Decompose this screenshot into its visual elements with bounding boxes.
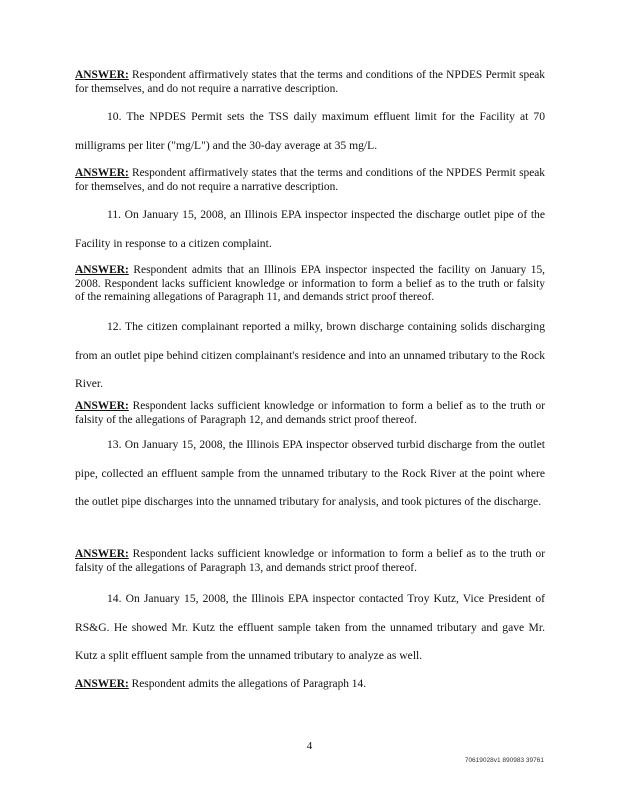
answer-label: ANSWER: (75, 264, 129, 276)
document-id: 70619028v1 890983 39761 (464, 757, 544, 764)
paragraph-text: 11. On January 15, 2008, an Illinois EPA inspector inspected the discharge outlet pipe of the Facility in response to a citizen complaint. (75, 208, 545, 250)
answer-text: Respondent lacks sufficient knowledge or information to form a belief as to the truth or falsity of the allegations of Paragraph 13, and demands strict proof thereof. (75, 548, 545, 574)
answer-text: Respondent admits that an Illinois EPA inspector inspected the facility on January 15, 2008. Respondent lacks sufficient knowledge or information to form a belief as to the truth or falsity of the remaining allegations of Paragraph 11, and demands strict proof thereof. (75, 264, 545, 303)
answer-4 (75, 400, 545, 427)
answer-text: Respondent affirmatively states that the terms and conditions of the NPDES Permit speak for themselves, and do not require a narrative description. (75, 69, 545, 95)
paragraph-text: 10. The NPDES Permit sets the TSS daily maximum effluent limit for the Facility at 70 milligrams per liter ("mg/L") and the 30-day average at 35 mg/L. (75, 110, 545, 152)
answer-label: ANSWER: (75, 548, 129, 560)
answer-3 (75, 264, 545, 305)
answer-5 (75, 548, 545, 575)
paragraph-text: 14. On January 15, 2008, the Illinois EPA inspector contacted Troy Kutz, Vice President of RS&G. He showed Mr. Kutz the effluent sample taken from the unnamed tributary and gave Mr. Kutz a split effluent sample from the unnamed tributary to analyze as well. (75, 592, 545, 662)
paragraph-11 (75, 201, 545, 258)
answer-1 (75, 69, 545, 96)
paragraph-text: 12. The citizen complainant reported a milky, brown discharge containing solids discharging from an outlet pipe behind citizen complainant's residence and into an unnamed tributary to the Rock River. (75, 320, 545, 390)
answer-6 (75, 678, 545, 692)
paragraph-text: 13. On January 15, 2008, the Illinois EPA inspector observed turbid discharge from the outlet pipe, collected an effluent sample from the unnamed tributary to the Rock River at the point where the outlet pipe discharges into the unnamed tributary for analysis, and took pictures of the discharge. (75, 438, 545, 508)
answer-label: ANSWER: (75, 167, 129, 179)
answer-label: ANSWER: (75, 69, 129, 81)
answer-label: ANSWER: (75, 400, 129, 412)
page-number: 4 (306, 740, 313, 752)
answer-text: Respondent affirmatively states that the terms and conditions of the NPDES Permit speak for themselves, and do not require a narrative description. (75, 167, 545, 193)
answer-text: Respondent lacks sufficient knowledge or information to form a belief as to the truth or falsity of the allegations of Paragraph 12, and demands strict proof thereof. (75, 400, 545, 426)
paragraph-13 (75, 431, 545, 517)
paragraph-10 (75, 103, 545, 160)
answer-text: Respondent admits the allegations of Paragraph 14. (128, 678, 367, 690)
paragraph-14 (75, 585, 545, 671)
answer-2 (75, 167, 545, 194)
answer-label: ANSWER: (75, 678, 129, 690)
paragraph-12 (75, 313, 545, 399)
